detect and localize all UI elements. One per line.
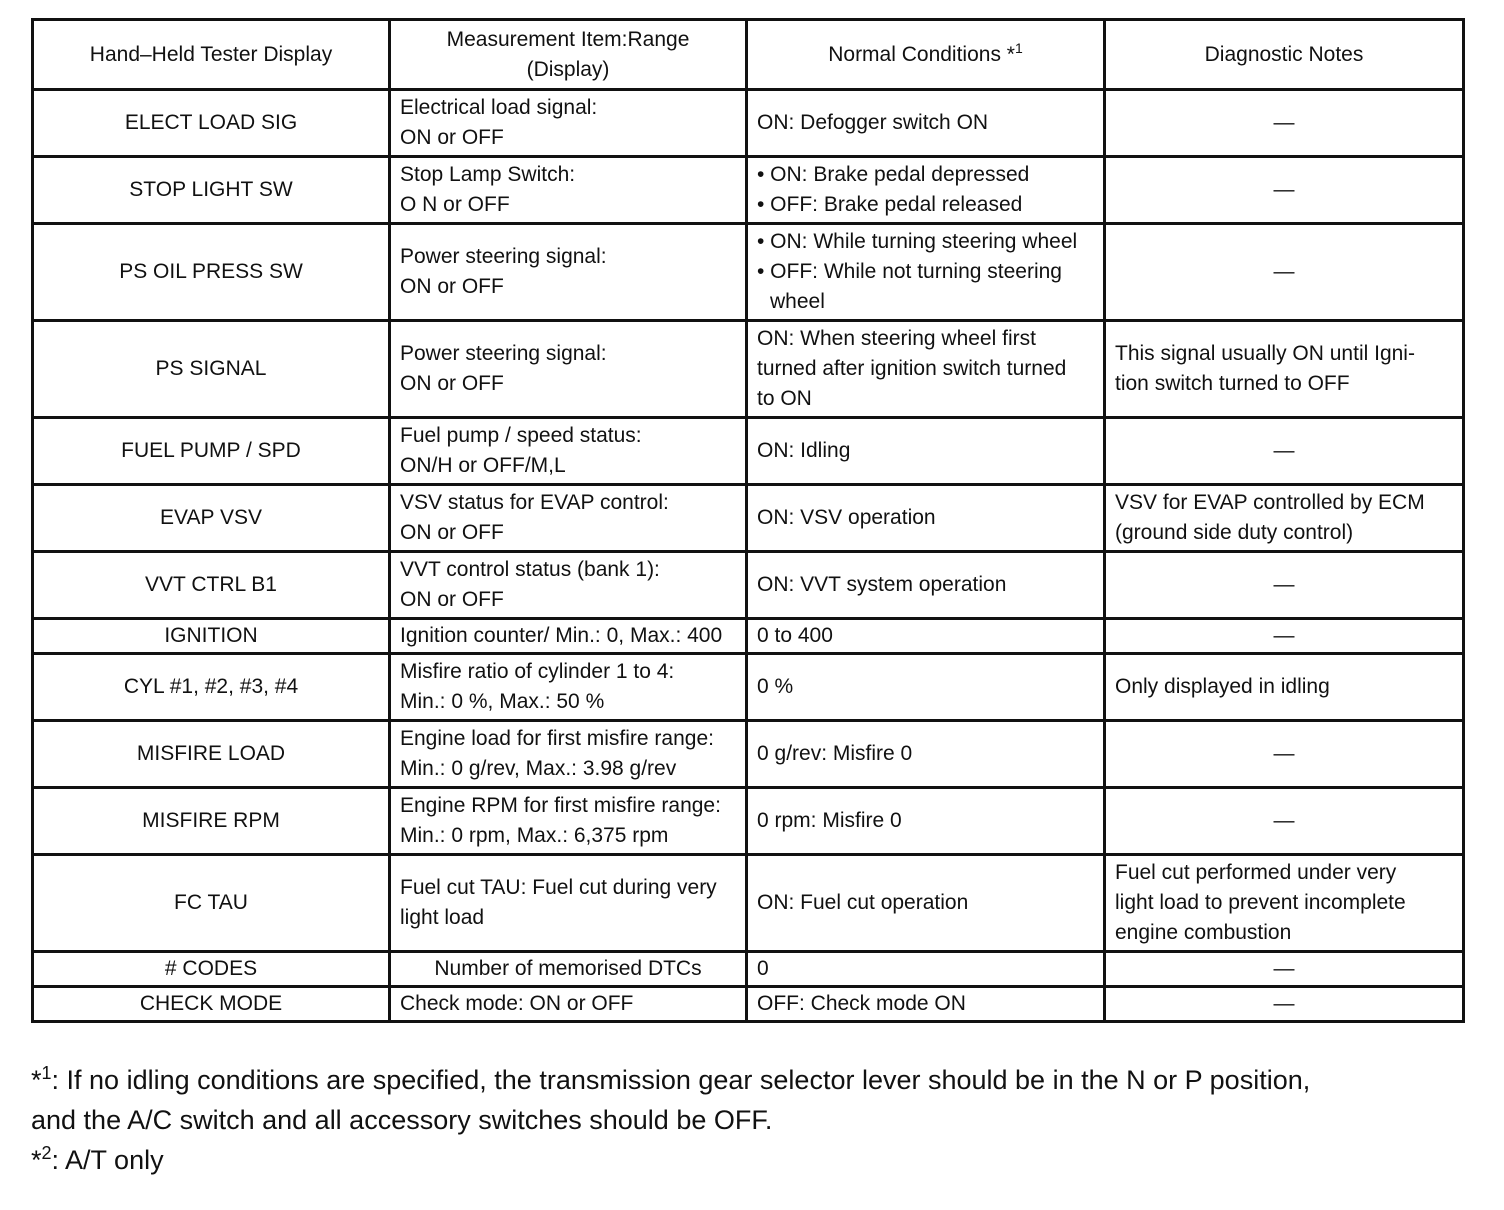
cell-tester-display: [33, 485, 390, 552]
cell-normal-conditions: [747, 552, 1105, 619]
cell-normal-conditions: [747, 654, 1105, 721]
footnote-2-sup: 2: [41, 1143, 52, 1163]
cell-line: Fuel cut performed under very: [1115, 861, 1397, 884]
cell-diagnostic-notes: [1105, 552, 1464, 619]
cell-line: ON: VVT system operation: [757, 573, 1007, 596]
cell-line: ON or OFF: [400, 275, 504, 298]
cell-line: ON or OFF: [400, 588, 504, 611]
cell-line: 0 %: [757, 675, 794, 698]
cell-normal-conditions: [747, 788, 1105, 855]
cell-text: CHECK MODE: [139, 992, 283, 1015]
cell-tester-display: [33, 987, 390, 1022]
cell-normal-conditions: [747, 321, 1105, 418]
cell-line: Fuel cut TAU: Fuel cut during very: [400, 876, 717, 899]
cell-tester-display: [33, 619, 390, 654]
cell-line: Stop Lamp Switch:: [400, 163, 576, 186]
cell-line: Min.: 0 rpm, Max.: 6,375 rpm: [400, 824, 669, 847]
header-normal-label: Normal Conditions *: [828, 42, 1015, 66]
cell-line: Engine RPM for first misfire range:: [400, 794, 721, 817]
cell-line: ON or OFF: [400, 126, 504, 149]
cell-normal-conditions: [747, 90, 1105, 157]
cell-measurement-item: [390, 619, 747, 654]
cell-diagnostic-notes: [1105, 224, 1464, 321]
cell-line: Engine load for first misfire range:: [400, 727, 714, 750]
footnote-1: [31, 1060, 1471, 1100]
cell-diagnostic-notes: [1105, 485, 1464, 552]
cell-line: • ON: Brake pedal depressed: [757, 163, 1030, 186]
cell-line: tion switch turned to OFF: [1115, 372, 1350, 395]
footnote-2: [31, 1140, 1471, 1180]
cell-text: PS SIGNAL: [155, 357, 267, 380]
cell-tester-display: [33, 224, 390, 321]
cell-line: ON: When steering wheel first: [757, 327, 1036, 350]
cell-diagnostic-notes: [1105, 654, 1464, 721]
cell-normal-conditions: [747, 485, 1105, 552]
table-row: [33, 418, 1464, 485]
cell-diagnostic-notes: [1105, 321, 1464, 418]
cell-line: to ON: [757, 387, 812, 410]
cell-normal-conditions: [747, 987, 1105, 1022]
table-row: [33, 855, 1464, 952]
header-notes-label: Diagnostic Notes: [1204, 42, 1364, 66]
cell-measurement-item: [390, 90, 747, 157]
cell-line: This signal usually ON until Igni-: [1115, 342, 1415, 365]
table-row: [33, 788, 1464, 855]
cell-line: ON/H or OFF/M,L: [400, 454, 566, 477]
cell-line: 0 to 400: [757, 624, 833, 647]
cell-line: • OFF: Brake pedal released: [757, 193, 1023, 216]
empty-dash: —: [1273, 742, 1295, 765]
cell-tester-display: [33, 654, 390, 721]
cell-line: ON: Defogger switch ON: [757, 111, 989, 134]
cell-line: O N or OFF: [400, 193, 510, 216]
table-body: [33, 90, 1464, 1022]
header-measurement-line1: Measurement Item:Range: [446, 27, 690, 51]
empty-dash: —: [1273, 111, 1295, 134]
cell-tester-display: [33, 418, 390, 485]
header-measurement-item: [390, 20, 747, 90]
footnote-2-text: : A/T only: [51, 1145, 164, 1175]
cell-line: Fuel pump / speed status:: [400, 424, 642, 447]
cell-normal-conditions: [747, 721, 1105, 788]
cell-line: • OFF: While not turning steering wheel: [757, 260, 1062, 313]
footnote-1-text: : If no idling conditions are specified, the transmission gear selector lever should be in the N or P position,: [51, 1065, 1311, 1095]
cell-line: 0 g/rev: Misfire 0: [757, 742, 913, 765]
cell-line: Electrical load signal:: [400, 96, 598, 119]
cell-text: MISFIRE RPM: [142, 809, 280, 832]
cell-text: # CODES: [164, 957, 258, 980]
cell-diagnostic-notes: [1105, 855, 1464, 952]
cell-normal-conditions: [747, 224, 1105, 321]
cell-line: VSV for EVAP controlled by ECM: [1115, 491, 1425, 514]
cell-diagnostic-notes: [1105, 90, 1464, 157]
table-row: [33, 952, 1464, 987]
cell-measurement-item: [390, 855, 747, 952]
cell-line: turned after ignition switch turned: [757, 357, 1067, 380]
cell-tester-display: [33, 552, 390, 619]
cell-line: Power steering signal:: [400, 245, 607, 268]
cell-line: ON: Fuel cut operation: [757, 891, 969, 914]
cell-measurement-item: [390, 952, 747, 987]
empty-dash: —: [1273, 260, 1295, 283]
cell-text: MISFIRE LOAD: [136, 742, 286, 765]
table-row: [33, 987, 1464, 1022]
cell-measurement-item: [390, 654, 747, 721]
cell-text: FUEL PUMP / SPD: [121, 439, 301, 462]
cell-line: light load to prevent incomplete: [1115, 891, 1406, 914]
cell-diagnostic-notes: [1105, 157, 1464, 224]
table-header-row: [33, 20, 1464, 90]
cell-measurement-item: [390, 321, 747, 418]
cell-text: ELECT LOAD SIG: [124, 111, 298, 134]
cell-line: Check mode: ON or OFF: [400, 992, 634, 1015]
empty-dash: —: [1273, 573, 1295, 596]
footnote-1-sup: 1: [41, 1063, 52, 1083]
table-row: [33, 224, 1464, 321]
cell-tester-display: [33, 721, 390, 788]
footnote-2-marker: *: [31, 1145, 42, 1175]
cell-line: light load: [400, 906, 485, 929]
header-diagnostic-notes: [1105, 20, 1464, 90]
header-measurement-line2: (Display): [526, 57, 610, 81]
table-row: [33, 552, 1464, 619]
cell-diagnostic-notes: [1105, 619, 1464, 654]
footnotes: [31, 1060, 1471, 1180]
header-tester-display: [33, 20, 390, 90]
cell-text: CYL #1, #2, #3, #4: [123, 675, 299, 698]
cell-line: ON: VSV operation: [757, 506, 936, 529]
empty-dash: —: [1273, 178, 1295, 201]
data-list-table: [31, 18, 1465, 1023]
empty-dash: —: [1273, 809, 1295, 832]
cell-measurement-item: [390, 721, 747, 788]
empty-dash: —: [1273, 439, 1295, 462]
cell-normal-conditions: [747, 952, 1105, 987]
cell-normal-conditions: [747, 619, 1105, 654]
cell-line: (ground side duty control): [1115, 521, 1354, 544]
cell-line: OFF: Check mode ON: [757, 992, 966, 1015]
cell-line: Ignition counter/ Min.: 0, Max.: 400: [400, 624, 723, 647]
cell-diagnostic-notes: [1105, 418, 1464, 485]
cell-line: Min.: 0 %, Max.: 50 %: [400, 690, 605, 713]
cell-line: • ON: While turning steering wheel: [757, 230, 1078, 253]
header-normal-conditions: [747, 20, 1105, 90]
cell-text: STOP LIGHT SW: [129, 178, 293, 201]
footnote-1-continued: and the A/C switch and all accessory switches should be OFF.: [31, 1105, 773, 1135]
header-tester-display-label: Hand–Held Tester Display: [89, 42, 333, 66]
cell-line: ON or OFF: [400, 521, 504, 544]
cell-text: VVT CTRL B1: [145, 573, 277, 596]
cell-tester-display: [33, 788, 390, 855]
cell-line: Min.: 0 g/rev, Max.: 3.98 g/rev: [400, 757, 677, 780]
table-row: [33, 619, 1464, 654]
cell-line: Power steering signal:: [400, 342, 607, 365]
cell-normal-conditions: [747, 418, 1105, 485]
cell-tester-display: [33, 90, 390, 157]
cell-tester-display: [33, 855, 390, 952]
cell-line: ON or OFF: [400, 372, 504, 395]
cell-text: IGNITION: [164, 624, 258, 647]
header-normal-footnote-ref: 1: [1014, 39, 1023, 56]
cell-text: EVAP VSV: [160, 506, 262, 529]
cell-line: VVT control status (bank 1):: [400, 558, 660, 581]
cell-measurement-item: [390, 224, 747, 321]
cell-text: PS OIL PRESS SW: [119, 260, 303, 283]
footnote-1-marker: *: [31, 1065, 42, 1095]
empty-dash: —: [1273, 624, 1295, 647]
table-row: [33, 654, 1464, 721]
cell-measurement-item: [390, 485, 747, 552]
cell-measurement-item: [390, 788, 747, 855]
cell-line: VSV status for EVAP control:: [400, 491, 669, 514]
cell-line: engine combustion: [1115, 921, 1292, 944]
cell-normal-conditions: [747, 157, 1105, 224]
cell-measurement-item: [390, 418, 747, 485]
cell-line: Misfire ratio of cylinder 1 to 4:: [400, 660, 675, 683]
cell-line: ON: Idling: [757, 439, 851, 462]
cell-tester-display: [33, 157, 390, 224]
table-row: [33, 157, 1464, 224]
cell-line: 0 rpm: Misfire 0: [757, 809, 902, 832]
empty-dash: —: [1273, 957, 1295, 980]
cell-tester-display: [33, 952, 390, 987]
cell-normal-conditions: [747, 855, 1105, 952]
cell-measurement-item: [390, 552, 747, 619]
cell-diagnostic-notes: [1105, 788, 1464, 855]
table-row: [33, 321, 1464, 418]
cell-diagnostic-notes: [1105, 987, 1464, 1022]
cell-diagnostic-notes: [1105, 952, 1464, 987]
cell-line: 0: [757, 957, 769, 980]
table-row: [33, 90, 1464, 157]
cell-measurement-item: [390, 157, 747, 224]
cell-tester-display: [33, 321, 390, 418]
table-row: [33, 721, 1464, 788]
cell-line: Number of memorised DTCs: [434, 957, 702, 980]
table-row: [33, 485, 1464, 552]
cell-measurement-item: [390, 987, 747, 1022]
empty-dash: —: [1273, 992, 1295, 1015]
cell-line: Only displayed in idling: [1115, 675, 1330, 698]
cell-diagnostic-notes: [1105, 721, 1464, 788]
cell-text: FC TAU: [174, 891, 248, 914]
